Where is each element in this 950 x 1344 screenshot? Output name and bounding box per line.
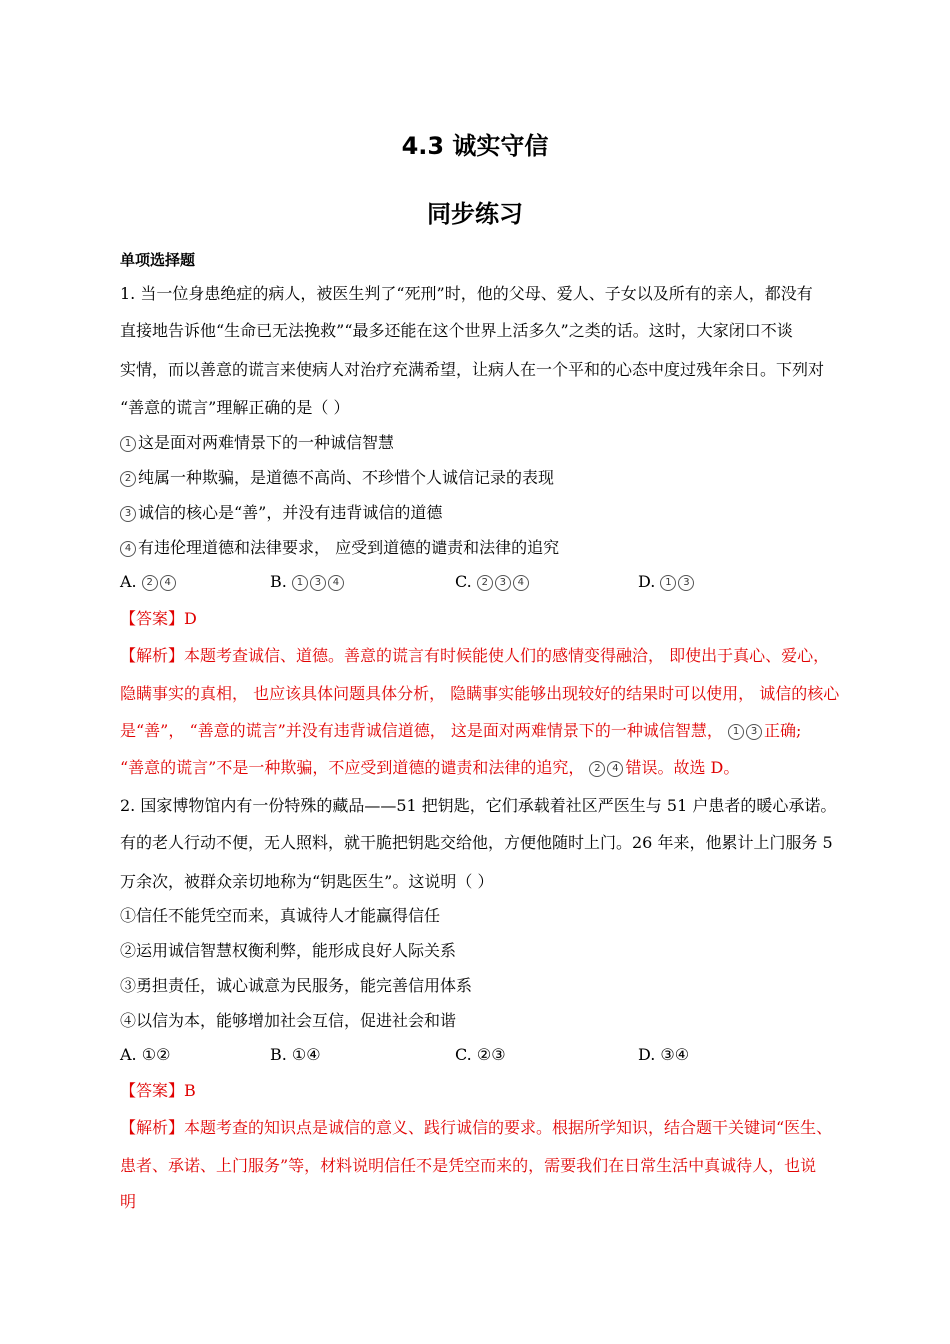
q1-option-d: [638, 572, 696, 592]
q2-option-d: D. ③④: [638, 1045, 690, 1064]
analysis-text: 是“善”， “善意的谎言”并没有违背诚信道德， 这是面对两难情景下的一种诚信智慧，: [120, 721, 723, 740]
q2-stem-line: 万余次，被群众亲切地称为“钥匙医生”。这说明（ ）: [120, 872, 494, 891]
q2-statement: ①信任不能凭空而来，真诚待人才能赢得信任: [120, 906, 441, 925]
option-label: A.: [120, 572, 137, 591]
q1-statement-text: 有违伦理道德和法律要求， 应受到道德的谴责和法律的追究: [138, 538, 560, 557]
circled-number: 1: [120, 436, 136, 452]
q2-statement: ④以信为本，能够增加社会互信，促进社会和谐: [120, 1011, 457, 1030]
q1-option-b: [270, 572, 346, 592]
option-label: C.: [455, 572, 472, 591]
q2-analysis-line: 明: [120, 1192, 137, 1211]
q1-statement: [120, 433, 880, 453]
q1-statement-text: 纯属一种欺骗，是道德不高尚、不珍惜个人诚信记录的表现: [138, 468, 555, 487]
q1-analysis-line: [120, 758, 880, 778]
q1-stem-line: “善意的谎言”理解正确的是（ ）: [120, 398, 350, 417]
circled-number: 3: [310, 575, 326, 591]
q1-analysis-line: 隐瞒事实的真相， 也应该具体问题具体分析， 隐瞒事实能够出现较好的结果时可以使用， 诚信的核心: [120, 684, 840, 703]
analysis-text: 错误。故选 D。: [625, 758, 740, 777]
circled-number: 2: [120, 471, 136, 487]
q1-option-c: [455, 572, 531, 592]
q2-option-a: A. ①②: [120, 1045, 171, 1064]
q2-stem-line: 2. 国家博物馆内有一份特殊的藏品——51 把钥匙，它们承载着社区严医生与 51 户患者的暖心承诺。: [120, 796, 837, 815]
q1-analysis-line: [120, 721, 880, 741]
circled-number: 1: [660, 575, 676, 591]
circled-number: 2: [477, 575, 493, 591]
q1-answer: 【答案】D: [120, 609, 197, 628]
option-label: B.: [270, 572, 287, 591]
q1-statement: [120, 503, 880, 523]
q1-statement-text: 这是面对两难情景下的一种诚信智慧: [138, 433, 395, 452]
q2-answer: 【答案】B: [120, 1081, 196, 1100]
q2-analysis-line: 患者、承诺、上门服务”等，材料说明信任不是凭空而来的，需要我们在日常生活中真诚待人，也说: [120, 1156, 817, 1175]
q2-option-b: B. ①④: [270, 1045, 321, 1064]
circled-number: 3: [120, 506, 136, 522]
circled-number: 4: [328, 575, 344, 591]
analysis-text: 正确;: [764, 721, 802, 740]
circled-number: 3: [495, 575, 511, 591]
document-subtitle: 同步练习: [427, 200, 523, 228]
q2-analysis-line: 【解析】本题考查的知识点是诚信的意义、践行诚信的要求。根据所学知识，结合题干关键词“医生、: [120, 1118, 833, 1137]
q1-stem-line: 实情，而以善意的谎言来使病人对治疗充满希望，让病人在一个平和的心态中度过残年余日。下列对: [120, 360, 825, 379]
circled-number: 1: [292, 575, 308, 591]
q1-option-a: [120, 572, 178, 592]
circled-number: 2: [142, 575, 158, 591]
q2-statement: ③勇担责任，诚心诚意为民服务，能完善信用体系: [120, 976, 473, 995]
circled-number: 3: [746, 724, 762, 740]
q1-statement-text: 诚信的核心是“善”，并没有违背诚信的道德: [138, 503, 443, 522]
section-heading: 单项选择题: [120, 251, 196, 269]
q2-option-c: C. ②③: [455, 1045, 506, 1064]
q1-stem-line: 直接地告诉他“生命已无法挽救”“最多还能在这个世界上活多久”之类的话。这时，大家闭口不谈: [120, 321, 793, 340]
circled-number: 4: [513, 575, 529, 591]
circled-number: 4: [160, 575, 176, 591]
circled-number: 3: [678, 575, 694, 591]
circled-number: 4: [120, 541, 136, 557]
document-title: 4.3 诚实守信: [401, 132, 549, 160]
q1-statement: [120, 468, 880, 488]
q1-stem-line: 1. 当一位身患绝症的病人，被医生判了“死刑”时，他的父母、爱人、子女以及所有的亲人，都没有: [120, 284, 813, 303]
circled-number: 1: [728, 724, 744, 740]
q2-stem-line: 有的老人行动不便，无人照料，就干脆把钥匙交给他，方便他随时上门。26 年来，他累计上门服务 5: [120, 833, 833, 852]
q1-statement: [120, 538, 880, 558]
q2-statement: ②运用诚信智慧权衡利弊，能形成良好人际关系: [120, 941, 457, 960]
circled-number: 2: [589, 761, 605, 777]
analysis-text: “善意的谎言”不是一种欺骗，不应受到道德的谴责和法律的追究，: [120, 758, 585, 777]
option-label: D.: [638, 572, 656, 591]
q1-analysis-line: 【解析】本题考查诚信、道德。善意的谎言有时候能使人们的感情变得融洽， 即使出于真心、爱心，: [120, 646, 830, 665]
circled-number: 4: [607, 761, 623, 777]
